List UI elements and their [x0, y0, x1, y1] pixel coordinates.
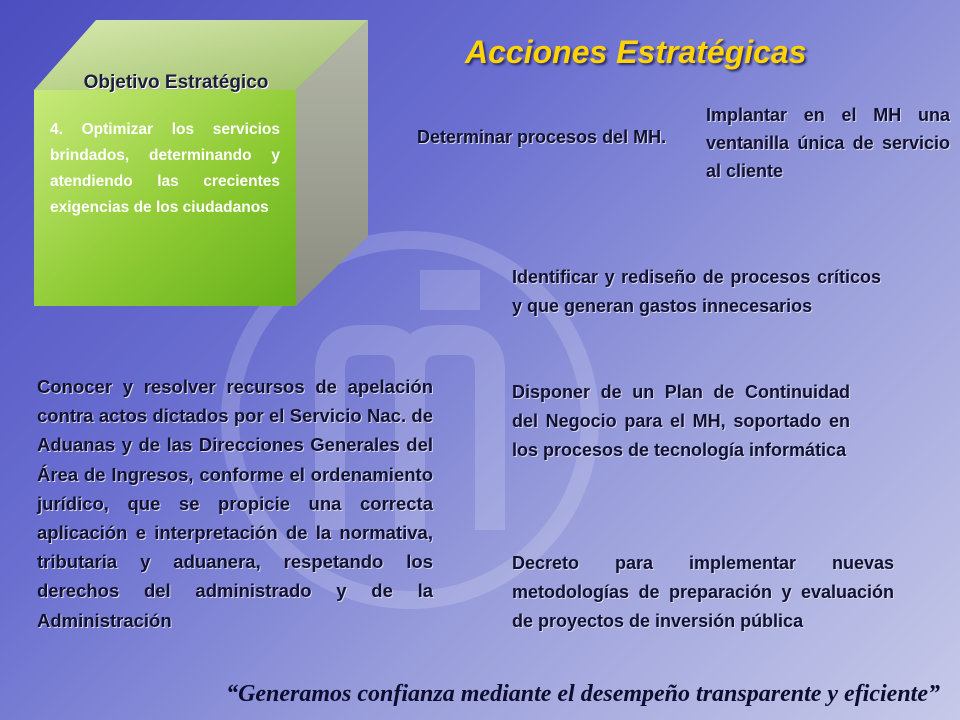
strategic-objective-label: Objetivo Estratégico: [83, 72, 269, 93]
footer-slogan: “Generamos confianza mediante el desempeño transparente y eficiente”: [226, 681, 940, 707]
strategic-objective-text: 4. Optimizar los servicios brindados, determinando y atendiendo las crecientes exigencias de los ciudadanos: [50, 121, 280, 216]
action-recursos-apelacion: Conocer y resolver recursos de apelación contra actos dictados por el Servicio Nac. de Aduanas y de las Direcciones Generales del Área de Ingresos, conforme el ordenamiento jurídico, que se propicie una correcta aplicación e interpretación de la normativa, tributaria y aduanera, respetando los derechos del administrado y de la Administración: [37, 376, 433, 631]
page-title: Acciones Estratégicas: [465, 34, 807, 70]
action-plan-continuidad: Disponer de un Plan de Continuidad del Negocio para el MH, soportado en los procesos de tecnología informática: [512, 382, 850, 460]
action-determinar-procesos: Determinar procesos del MH.: [417, 127, 667, 147]
action-identificar-procesos: Identificar y rediseño de procesos críticos y que generan gastos innecesarios: [512, 267, 881, 316]
action-ventanilla-unica: Implantar en el MH una ventanilla única de servicio al cliente: [706, 105, 950, 181]
action-decreto-metodologias: Decreto para implementar nuevas metodologías de preparación y evaluación de proyectos de inversión pública: [512, 553, 894, 631]
